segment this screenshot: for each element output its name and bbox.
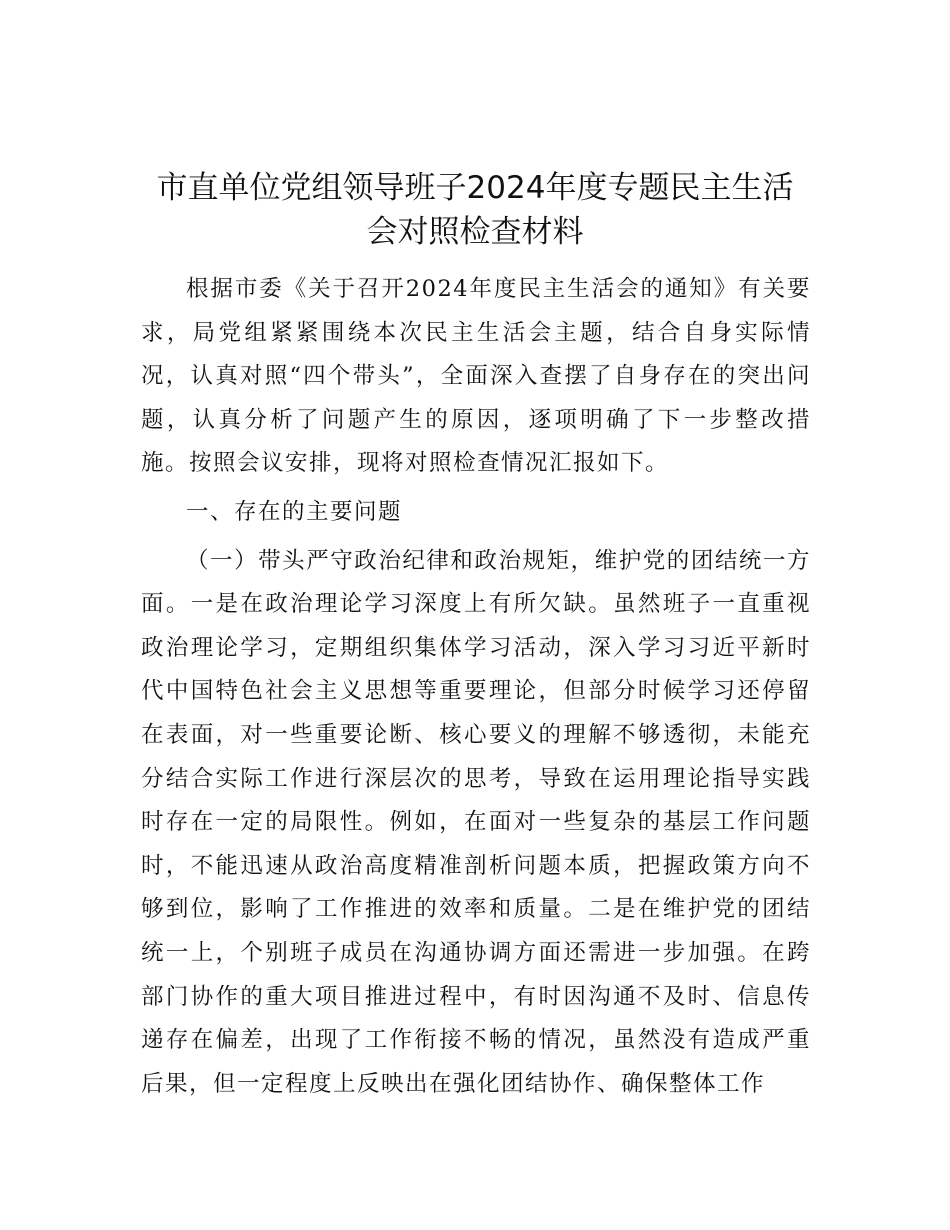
document-title bbox=[110, 166, 840, 254]
document-title-line-1: 市直单位党组领导班子2024年度专题民主生活 bbox=[156, 170, 794, 206]
document-title-line-2: 会对照检查材料 bbox=[366, 214, 584, 250]
intro-paragraph: 根据市委《关于召开2024年度民主生活会的通知》有关要求，局党组紧紧围绕本次民主生活会主题，结合自身实际情况，认真对照“四个带头”，全面深入查摆了自身存在的突出问题，认真分析了问题产生的原因，逐项明确了下一步整改措施。按照会议安排，现将对照检查情况汇报如下。 bbox=[141, 276, 811, 477]
document-body bbox=[141, 268, 811, 1111]
section-heading-main-problems: 一、存在的主要问题 bbox=[186, 498, 403, 525]
subsection-paragraph-1: （一）带头严守政治纪律和政治规矩，维护党的团结统一方面。一是在政治理论学习深度上有所欠缺。虽然班子一直重视政治理论学习，定期组织集体学习活动，深入学习习近平新时代中国特色社会主义思想等重要理论，但部分时候学习还停留在表面，对一些重要论断、核心要义的理解不够透彻，未能充分结合实际工作进行深层次的思考，导致在运用理论指导实践时存在一定的局限性。例如，在面对一些复杂的基层工作问题时，不能迅速从政治高度精准剖析问题本质，把握政策方向不够到位，影响了工作推进的效率和质量。二是在维护党的团结统一上，个别班子成员在沟通协调方面还需进一步加强。在跨部门协作的重大项目推进过程中，有时因沟通不及时、信息传递存在偏差，出现了工作衔接不畅的情况，虽然没有造成严重后果，但一定程度上反映出在强化团结协作、确保整体工作 bbox=[141, 547, 811, 1097]
